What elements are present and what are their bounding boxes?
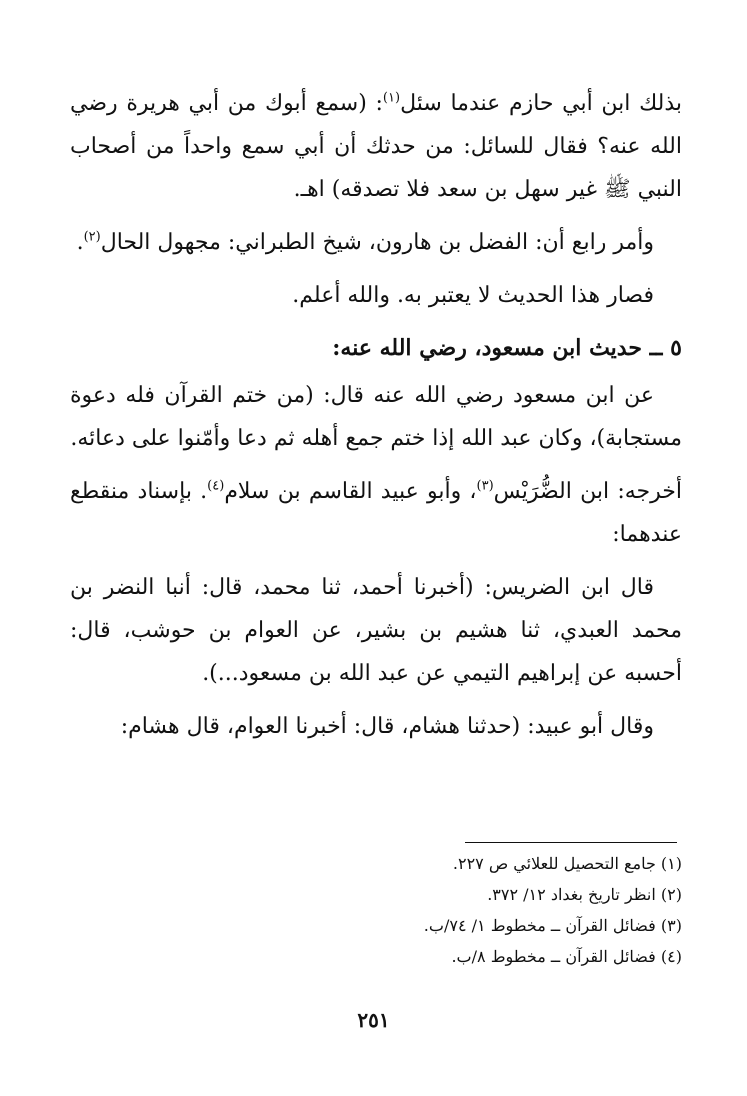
footnote-ref-4: (٤): [207, 478, 225, 494]
footnote-3: (٣) فضائل القرآن ــ مخطوط ١/ ٧٤/ب.: [423, 916, 682, 935]
paragraph-5-text-c: . بإسناد منقطع عندهما:: [70, 479, 682, 547]
paragraph-5-text-b: ، وأبو عبيد القاسم بن سلام: [224, 479, 477, 504]
footnote-ref-1: (١): [382, 90, 401, 106]
paragraph-1-text-a: بذلك ابن أبي حازم عندما سئل: [400, 91, 682, 116]
footnote-divider: [465, 842, 677, 843]
paragraph-5: [70, 470, 682, 556]
paragraph-7: وقال أبو عبيد: (حدثنا هشام، قال: أخبرنا العوام، قال هشام:: [120, 714, 654, 739]
paragraph-1: [70, 82, 682, 211]
footnote-1: (١) جامع التحصيل للعلائي ص ٢٢٧.: [452, 854, 682, 873]
footnote-ref-2: (٢): [83, 229, 101, 245]
paragraph-2: [70, 221, 682, 264]
paragraph-6: قال ابن الضريس: (أخبرنا أحمد، ثنا محمد، قال: أنبا النضر بن محمد العبدي، ثنا هشيم بن بشير، عن العوام بن حوشب، قال: أحسبه عن إبراهيم التيمي عن عبد الله بن مسعود...).: [70, 575, 683, 686]
paragraph-5-text-a: أخرجه: ابن الضُّرَيْس: [493, 479, 682, 504]
paragraph-3: فصار هذا الحديث لا يعتبر به. والله أعلم.: [292, 283, 654, 308]
paragraph-4: عن ابن مسعود رضي الله عنه قال: (من ختم القرآن فله دعوة مستجابة)، وكان عبد الله إذا ختم جمع أهله ثم دعا وأمّنوا على دعائه.: [70, 383, 682, 451]
footnote-ref-3: (٣): [476, 478, 494, 494]
paragraph-2-text-a: وأمر رابع أن: الفضل بن هارون، شيخ الطبراني: مجهول الحال: [100, 230, 654, 255]
page-number: ٢٥١: [357, 1008, 390, 1032]
footnote-4: (٤) فضائل القرآن ــ مخطوط ٨/ب.: [451, 947, 682, 966]
section-heading: ٥ ــ حديث ابن مسعود، رضي الله عنه:: [332, 335, 682, 361]
paragraph-2-text-b: .: [76, 230, 84, 255]
footnotes: [300, 850, 682, 974]
page-body: [70, 82, 682, 758]
footnote-2: (٢) انظر تاريخ بغداد ١٢/ ٣٧٢.: [487, 885, 682, 904]
paragraph-1-text-b: : (سمع أبوك من أبي هريرة رضي الله عنه؟ فقال للسائل: من حدثك أن أبي سمع واحداً من أصحاب النبي ﷺ غير سهل بن سعد فلا تصدقه) اهـ.: [70, 91, 682, 202]
